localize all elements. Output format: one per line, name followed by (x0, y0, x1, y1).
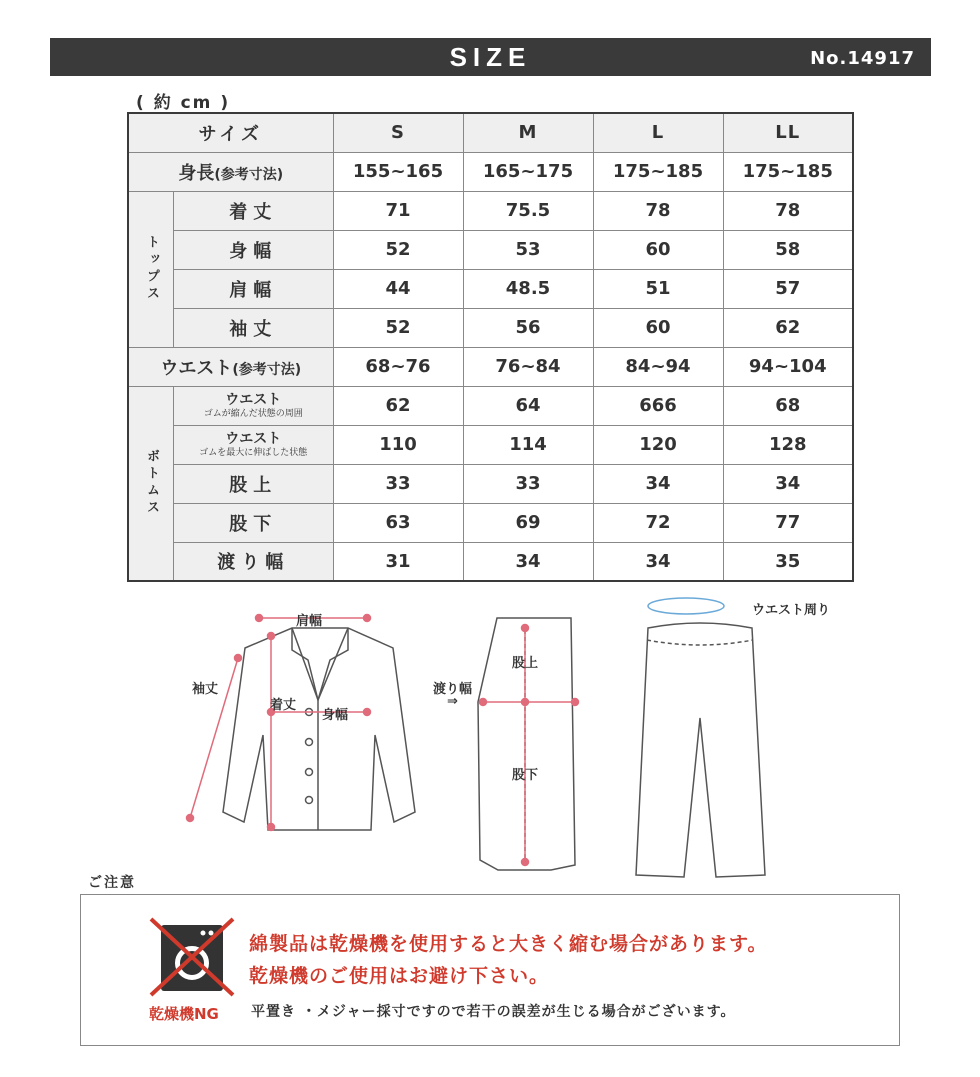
caution-box (80, 894, 900, 1046)
table-row (128, 152, 853, 191)
table-cell: 76~84 (463, 347, 593, 386)
table-cell: 120 (593, 425, 723, 464)
table-row (128, 464, 853, 503)
table-row (128, 386, 853, 425)
table-cell: 68~76 (333, 347, 463, 386)
garment-illustration (0, 590, 980, 880)
waist-ref-label-text: ウエスト (160, 357, 233, 379)
row-label: 股下 (174, 503, 334, 542)
table-cell: 33 (463, 464, 593, 503)
table-cell: 71 (333, 191, 463, 230)
table-cell: 51 (593, 269, 723, 308)
row-label (174, 386, 334, 425)
shoulder-width-label: 肩幅 (296, 614, 323, 629)
table-cell: 666 (593, 386, 723, 425)
table-cell: 175~185 (723, 152, 853, 191)
row-label: 袖丈 (174, 308, 334, 347)
table-row (128, 425, 853, 464)
thigh-width-label: 渡り幅 (433, 682, 473, 697)
garment-diagrams (0, 590, 980, 880)
table-cell: 69 (463, 503, 593, 542)
table-cell: 60 (593, 308, 723, 347)
page-title: SIZE (449, 42, 532, 72)
waist-ref-label-note: (参考寸法) (232, 361, 302, 378)
table-cell: 57 (723, 269, 853, 308)
measurement-note: 平置き ・メジャー採寸ですので若干の誤差が生じる場合がございます。 (251, 1004, 736, 1020)
shirt-diagram (223, 628, 415, 830)
table-cell: 34 (593, 464, 723, 503)
dryer-ng-label: 乾燥機NG (149, 1005, 219, 1023)
table-row (128, 113, 853, 152)
row-label-main: ウエスト (225, 391, 282, 408)
table-cell: 84~94 (593, 347, 723, 386)
table-cell: 53 (463, 230, 593, 269)
row-label: 身幅 (174, 230, 334, 269)
header-bar (50, 38, 931, 76)
table-cell: 175~185 (593, 152, 723, 191)
table-cell: 128 (723, 425, 853, 464)
table-cell: 44 (333, 269, 463, 308)
size-header: M (463, 113, 593, 152)
table-row (128, 230, 853, 269)
row-label: 肩幅 (174, 269, 334, 308)
body-length-label: 着丈 (270, 698, 297, 713)
body-width-label: 身幅 (322, 708, 349, 723)
size-header: L (593, 113, 723, 152)
height-label (128, 152, 333, 191)
table-row (128, 308, 853, 347)
tops-group-label: トップス (128, 191, 174, 347)
table-cell: 52 (333, 230, 463, 269)
bottoms-group-label: ボトムス (128, 386, 174, 581)
size-header: LL (723, 113, 853, 152)
table-cell: 62 (723, 308, 853, 347)
sleeve-length-label: 袖丈 (192, 682, 219, 697)
table-cell: 48.5 (463, 269, 593, 308)
waist-around-label: ウエスト周り (752, 603, 831, 618)
inseam-label: 股下 (512, 768, 539, 783)
table-cell: 75.5 (463, 191, 593, 230)
table-cell: 33 (333, 464, 463, 503)
table-cell: 68 (723, 386, 853, 425)
table-cell: 34 (463, 542, 593, 581)
row-label-note: ゴムを最大に伸ばした状態 (199, 447, 308, 458)
table-cell: 34 (593, 542, 723, 581)
rise-label: 股上 (512, 656, 539, 671)
row-label-main: ウエスト (225, 430, 282, 447)
warning-text-2: 乾燥機のご使用はお避け下さい。 (249, 965, 550, 987)
thigh-width-arrow: ⇒ (447, 694, 458, 709)
table-cell: 165~175 (463, 152, 593, 191)
table-row (128, 191, 853, 230)
product-number: No.14917 (810, 48, 915, 69)
table-cell: 155~165 (333, 152, 463, 191)
waist-around-icon (648, 598, 724, 614)
table-cell: 62 (333, 386, 463, 425)
table-cell: 110 (333, 425, 463, 464)
table-row (128, 542, 853, 581)
table-cell: 77 (723, 503, 853, 542)
row-label (174, 425, 334, 464)
table-row (128, 347, 853, 386)
table-cell: 94~104 (723, 347, 853, 386)
table-cell: 58 (723, 230, 853, 269)
row-label-note: ゴムが縮んだ状態の周囲 (203, 408, 303, 419)
caution-title: ご注意 (88, 875, 136, 891)
size-header-label: サイズ (128, 113, 333, 152)
height-label-note: (参考寸法) (214, 166, 284, 183)
table-cell: 78 (723, 191, 853, 230)
table-row (128, 269, 853, 308)
warning-text-1: 綿製品は乾燥機を使用すると大きく縮む場合があります。 (249, 933, 768, 955)
table-cell: 35 (723, 542, 853, 581)
table-cell: 114 (463, 425, 593, 464)
size-table (127, 112, 854, 582)
size-header: S (333, 113, 463, 152)
height-label-text: 身長 (178, 162, 215, 184)
table-cell: 34 (723, 464, 853, 503)
row-label: 股上 (174, 464, 334, 503)
table-cell: 64 (463, 386, 593, 425)
row-label: 渡り幅 (174, 542, 334, 581)
unit-note: ( 約 cm ) (136, 93, 231, 113)
table-row (128, 503, 853, 542)
table-cell: 52 (333, 308, 463, 347)
pants-front-diagram (636, 623, 765, 877)
table-cell: 78 (593, 191, 723, 230)
table-cell: 60 (593, 230, 723, 269)
table-cell: 31 (333, 542, 463, 581)
table-cell: 56 (463, 308, 593, 347)
waist-ref-label (128, 347, 333, 386)
table-cell: 63 (333, 503, 463, 542)
row-label: 着丈 (174, 191, 334, 230)
table-cell: 72 (593, 503, 723, 542)
no-tumble-dryer-icon (147, 917, 237, 997)
